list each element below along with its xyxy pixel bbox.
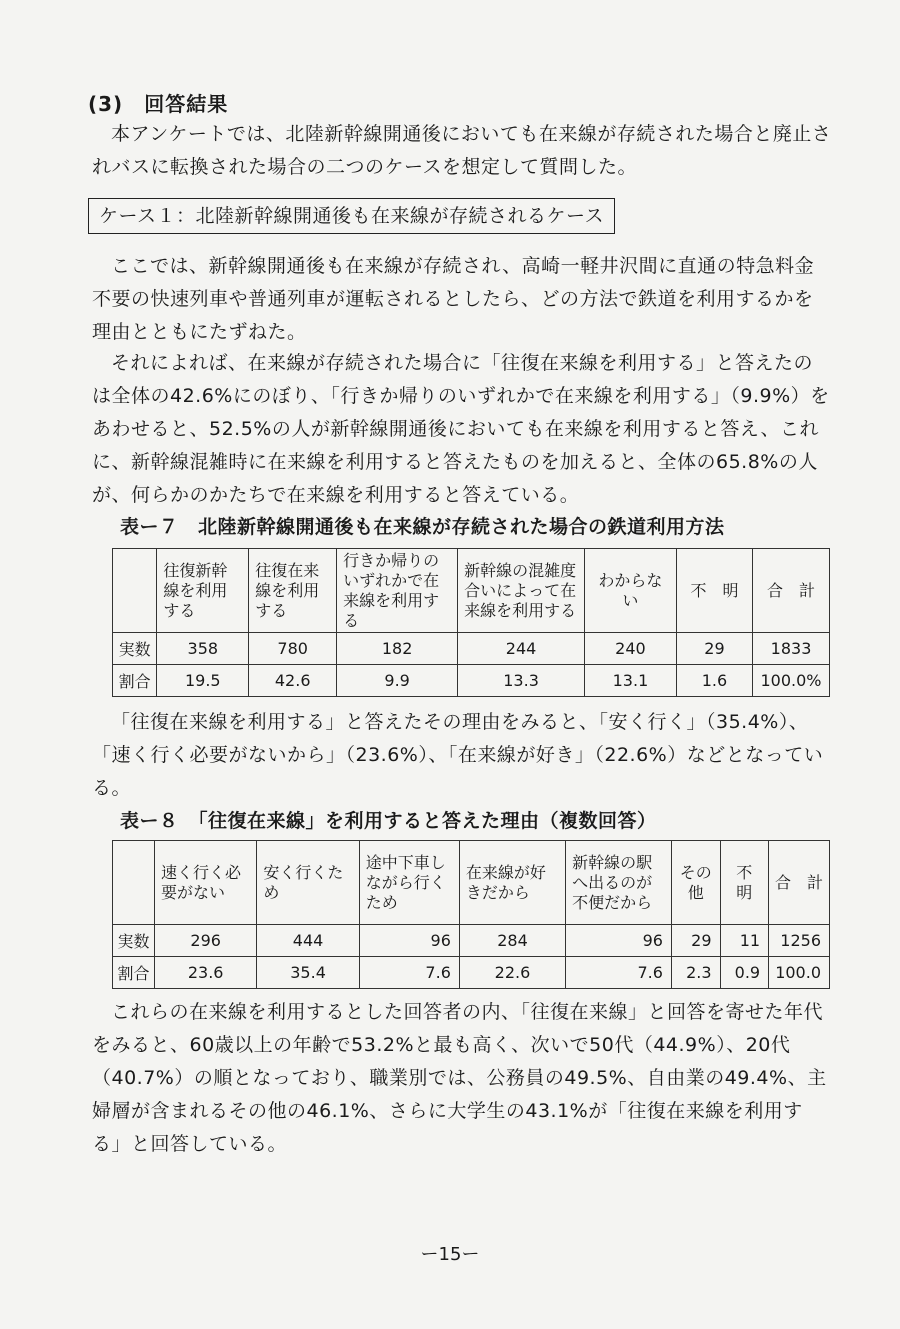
section-heading: (3) 回答結果 [88, 92, 229, 116]
table-cell: 244 [458, 633, 585, 665]
table-8-row-label: 割合 [113, 957, 155, 989]
intro-paragraph: 本アンケートでは、北陸新幹線開通後においても在来線が存続された場合と廃止されバスに転換された場合の二つのケースを想定して質問した。 [92, 123, 832, 178]
table-8-header-cell: 安く行くため [257, 841, 359, 925]
table-cell: 100.0 [769, 957, 830, 989]
table-7-row-label: 割合 [113, 665, 157, 697]
table-cell: 358 [157, 633, 249, 665]
table-7-header-cell: わからない [585, 549, 677, 633]
closing-paragraph: これらの在来線を利用するとした回答者の内、「往復在来線」と回答を寄せた年代をみると、60歳以上の年齢で53.2%と最も高く、次いで50代（44.9%）、20代（40.7%）の順となっており、職業別では、公務員の49.5%、自由業の49.4%、主婦層が含まれるその他の46.1%、さらに大学生の43.1%が「往復在来線を利用する」と回答している。 [92, 1001, 827, 1155]
table-8-header-cell: 不 明 [720, 841, 769, 925]
table-cell: 296 [154, 925, 256, 957]
case-1-paragraph-2: それによれば、在来線が存続された場合に「往復在来線を利用する」と答えたのは全体の42.6%にのぼり、「行きか帰りのいずれかで在来線を利用する」（9.9%）をあわせると、52.5%の人が新幹線開通後においても在来線を利用すると答え、これに、新幹線混雑時に在来線を利用すると答えたものを加えると、全体の65.8%の人が、何らかのかたちで在来線を利用すると答えている。 [92, 352, 830, 506]
table-cell: 13.1 [585, 665, 677, 697]
table-cell: 1256 [769, 925, 830, 957]
table-8-row-label: 実数 [113, 925, 155, 957]
table-8-corner-cell [113, 841, 155, 925]
table-8-header-cell: 新幹線の駅へ出るのが不便だから [566, 841, 672, 925]
table-7 [112, 548, 830, 697]
table-cell: 444 [257, 925, 359, 957]
table-cell: 29 [671, 925, 720, 957]
case-1-box-title: ケース１：北陸新幹線開通後も在来線が存続されるケース [88, 198, 615, 234]
table-cell: 240 [585, 633, 677, 665]
table-row [113, 665, 830, 697]
table-cell: 182 [337, 633, 458, 665]
table-cell: 11 [720, 925, 769, 957]
table-cell: 19.5 [157, 665, 249, 697]
table-7-header-cell: 新幹線の混雑度合いによって在来線を利用する [458, 549, 585, 633]
table-7-corner-cell [113, 549, 157, 633]
table-row [113, 957, 830, 989]
table-cell: 13.3 [458, 665, 585, 697]
reasons-paragraph: 「往復在来線を利用する」と答えたその理由をみると、「安く行く」（35.4%）、「速く行く必要がないから」（23.6%）、「在来線が好き」（22.6%）などとなっている。 [92, 711, 824, 799]
table-cell: 780 [249, 633, 337, 665]
table-row [113, 925, 830, 957]
table-cell: 284 [459, 925, 565, 957]
table-7-header-cell: 不 明 [676, 549, 752, 633]
table-cell: 22.6 [459, 957, 565, 989]
table-8-header-cell: 在来線が好きだから [459, 841, 565, 925]
table-7-header-cell: 行きか帰りのいずれかで在来線を利用する [337, 549, 458, 633]
case-1-paragraph-1: ここでは、新幹線開通後も在来線が存続され、高崎一軽井沢間に直通の特急料金不要の快速列車や普通列車が運転されるとしたら、どの方法で鉄道を利用するかを理由とともにたずねた。 [92, 255, 815, 343]
table-8-header-cell: 途中下車しながら行くため [359, 841, 459, 925]
table-8-header-row [113, 841, 830, 925]
table-cell: 7.6 [566, 957, 672, 989]
table-8-header-cell: その他 [671, 841, 720, 925]
table-7-header-cell: 往復新幹線を利用する [157, 549, 249, 633]
table-cell: 29 [676, 633, 752, 665]
page-number: ー15ー [420, 1244, 480, 1265]
table-8 [112, 840, 830, 989]
table-cell: 2.3 [671, 957, 720, 989]
table-7-header-row [113, 549, 830, 633]
table-cell: 100.0% [753, 665, 830, 697]
table-cell: 35.4 [257, 957, 359, 989]
table-cell: 1833 [753, 633, 830, 665]
table-cell: 9.9 [337, 665, 458, 697]
table-cell: 7.6 [359, 957, 459, 989]
table-7-header-cell: 合 計 [753, 549, 830, 633]
table-7-row-label: 実数 [113, 633, 157, 665]
table-cell: 42.6 [249, 665, 337, 697]
table-cell: 1.6 [676, 665, 752, 697]
table-8-header-cell: 速く行く必要がない [154, 841, 256, 925]
table-cell: 96 [566, 925, 672, 957]
table-cell: 96 [359, 925, 459, 957]
table-8-caption: 表ー８ 「往復在来線」を利用すると答えた理由（複数回答） [120, 810, 657, 832]
table-8-header-cell: 合 計 [769, 841, 830, 925]
table-row [113, 633, 830, 665]
table-7-caption: 表ー７ 北陸新幹線開通後も在来線が存続された場合の鉄道利用方法 [120, 516, 725, 538]
table-cell: 23.6 [154, 957, 256, 989]
table-7-header-cell: 往復在来線を利用する [249, 549, 337, 633]
table-cell: 0.9 [720, 957, 769, 989]
